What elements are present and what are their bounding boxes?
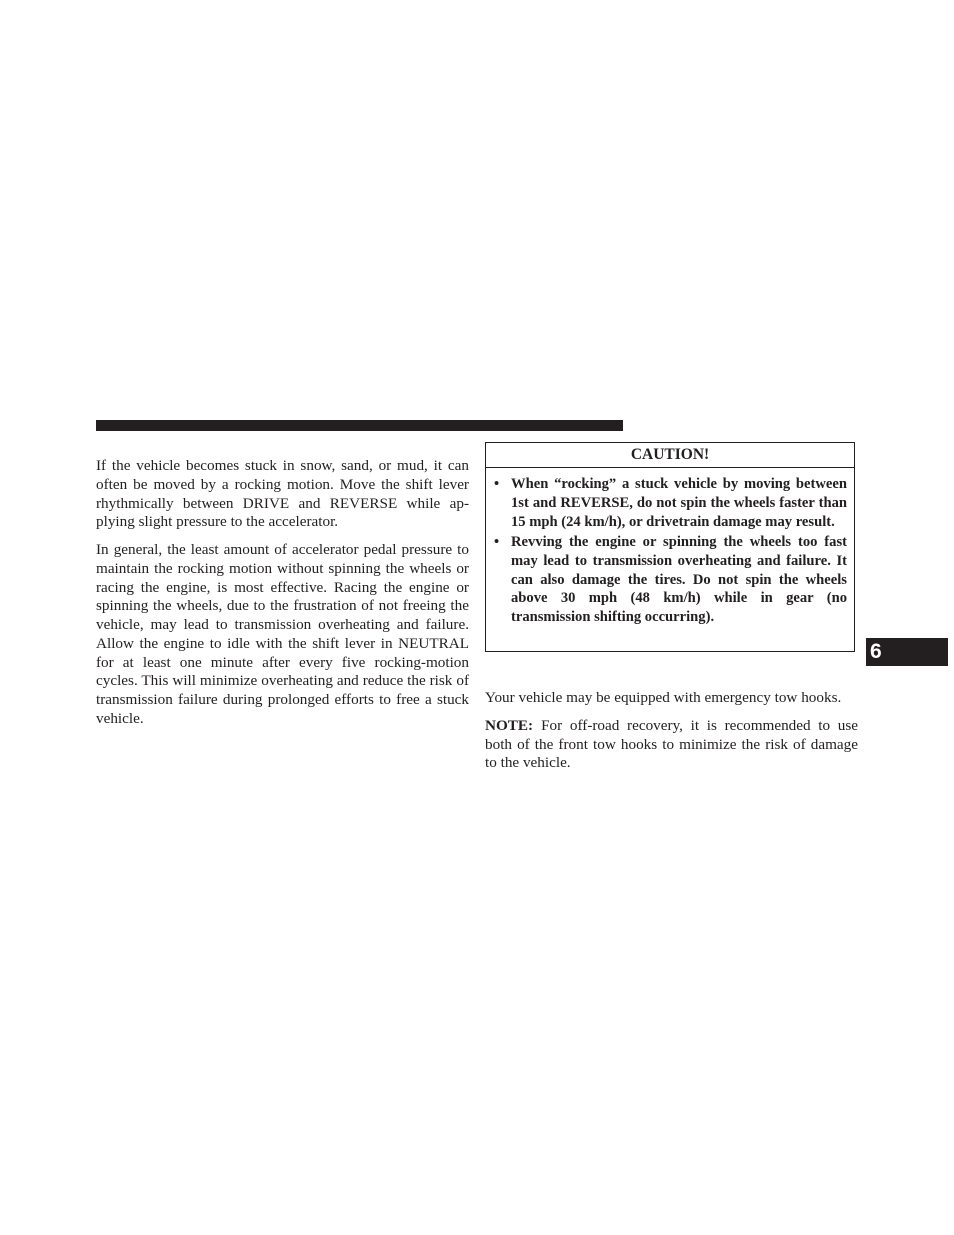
note-label: NOTE: [485,716,534,734]
right-column [485,442,858,782]
note-text: For off-road recovery, it is recommended to use both of the front tow hooks to minimize the risk of damage to the vehicle. [485,716,858,772]
left-column [96,457,469,738]
rocking-paragraph: If the vehicle becomes stuck in snow, sand, or mud, it can often be moved by a rocking motion. Move the shift lever rhythmically between DRIVE and REVERSE while applying slight pressure to the accelerator. [96,457,469,531]
caution-item-text: When “rocking” a stuck vehicle by moving between 1st and REVERSE, do not spin the wheels faster than 15 mph (24 km/h), or drivetrain damage may result. [511,476,847,530]
caution-item [493,475,847,532]
pedal-pressure-paragraph: In general, the least amount of accelerator pedal pressure to maintain the rocking motion without spinning the wheels or racing the engine, is most effective. Racing the engine or spinning the wheels, due to the frustration of not freeing the vehicle, may lead to transmission overheating and failure. Allow the engine to idle with the shift lever in NEUTRAL for at least one minute after every five rocking-motion cycles. This will minimize overheating and reduce the risk of transmission failure during prolonged efforts to free a stuck vehicle. [96,541,469,727]
note-paragraph [485,717,858,773]
tow-hooks-paragraph: Your vehicle may be equipped with emergency tow hooks. [485,689,842,706]
caution-title: CAUTION! [486,443,854,468]
caution-list [486,468,854,627]
bullet-icon: • [494,476,500,492]
chapter-tab: 6 [866,638,948,666]
caution-item [493,533,847,628]
section-header-rule [96,420,623,431]
tow-hooks-section [485,689,858,773]
bullet-icon: • [494,533,500,550]
caution-item-text: Revving the engine or spinning the wheels too fast may lead to transmission overheating and failure. It can also damage the tires. Do not spin the wheels above 30 mph (48 km/h) while in gear (no transmission shifting occurring). [511,533,847,626]
caution-box [485,442,855,652]
